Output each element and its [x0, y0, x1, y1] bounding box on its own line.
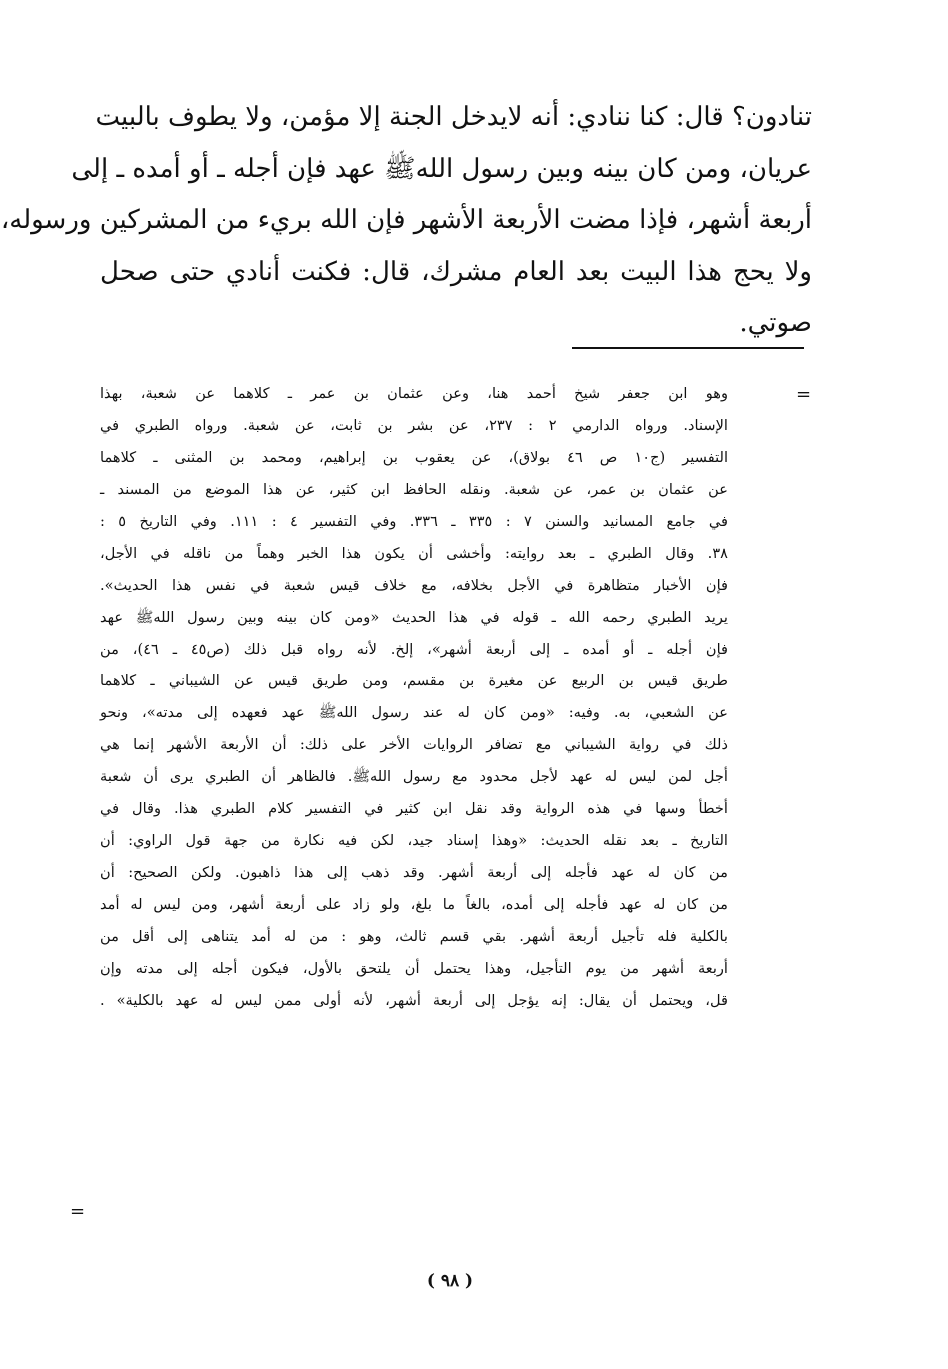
footnote-line: التاريخ ـ بعد نقله الحديث: «وهذا إسناد جيد، لكن فيه نكارة من جهة قول الراوي: أن [100, 832, 728, 850]
main-text-line: تنادون؟ قال: كنا ننادي: أنه لايدخل الجنة إلا مؤمن، ولا يطوف بالبيت [95, 102, 812, 132]
main-text-block [0, 92, 812, 350]
footnote-line: عن عثمان بن عمر، عن شعبة. ونقله الحافظ ابن كثير، عن هذا الموضع من المسند ـ [100, 480, 728, 498]
footnote-line: طريق قيس بن الربيع عن مغيرة بن مقسم، ومن طريق قيس عن الشيباني ـ كلاهما [100, 672, 728, 690]
footnote-line: عن الشعبي، به. وفيه: «ومن كان له عند رسول اللهﷺ عهد فعهده إلى مدته»، ونحو [100, 704, 728, 722]
footnote-line: من كان له عهد فأجله إلى أربعة أشهر. وقد ذهب إلى هذا ذاهبون. ولكن الصحيح: أن [100, 864, 728, 882]
main-text-line: عريان، ومن كان بينه وبين رسول اللهﷺ عهد فإن أجله ـ أو أمده ـ إلى [71, 153, 812, 184]
footnote-line: في جامع المسانيد والسنن ٧ : ٣٣٥ ـ ٣٣٦. وفي التفسير ٤ : ١١١. وفي التاريخ ٥ : [100, 512, 728, 530]
footnote-line: فإن أجله ـ أو أمده ـ إلى أربعة أشهر»، إلخ. لأنه رواه قبل ذلك (ص٤٥ ـ ٤٦)، من [100, 640, 728, 658]
footnote-line: التفسير (ج١٠ ص ٤٦ بولاق)، عن يعقوب بن إبراهيم، ومحمد بن المثنى ـ كلاهما [100, 448, 728, 466]
footnote-line: أربعة أشهر من يوم التأجيل، وهذا يحتمل أن يلتحق بالأول، فيكون أجله إلى مدته وإن [100, 959, 728, 977]
footnote-continuation-mark-top: = [796, 384, 812, 405]
footnote-line: ذلك في رواية الشيباني مع تضافر الروايات الأخر على ذلك: أن الأربعة الأشهر إنما هي [100, 736, 728, 754]
footnote-line: الإسناد. ورواه الدارمي ٢ : ٢٣٧، عن بشر بن ثابت، عن شعبة. ورواه الطبري في [100, 416, 728, 434]
footnote-line: قل، ويحتمل أن يقال: إنه يؤجل إلى أربعة أشهر، لأنه أولى ممن ليس له عهد بالكلية» . [100, 991, 728, 1009]
footnote-line: بالكلية فله تأجيل أربعة أشهر. بقي قسم ثالث، وهو : من له أمد يتناهى إلى أقل من [100, 927, 728, 945]
main-text-line: أربعة أشهر، فإذا مضت الأربعة الأشهر فإن الله بريء من المشركين ورسوله، [0, 205, 812, 235]
footnote-line: يريد الطبري رحمه الله ـ قوله في هذا الحديث «ومن كان بينه وبين رسول اللهﷺ عهد [100, 608, 728, 626]
footnote-line: ٣٨. وقال الطبري ـ بعد روايته: وأخشى أن يكون هذا الخبر وهماً من ناقله في الأجل، [100, 544, 728, 562]
footnote-separator [572, 347, 804, 349]
footnote-line: من كان له عهد فأجله إلى أمده، بالغاً ما بلغ، ولو زاد على أربعة أشهر، ومن ليس له أمد [100, 896, 728, 913]
footnote-line: أخطأ وسها في هذه الرواية وقد نقل ابن كثير في التفسير كلام الطبري هذا. وقال في [100, 800, 728, 818]
footnote-line: أجل لمن ليس له عهد لأجل محدود مع رسول اللهﷺ. فالظاهر أن الطبري يرى أن شعبة [100, 768, 728, 786]
footnote-block [100, 378, 728, 1017]
main-text-line: صوتي. [739, 308, 812, 338]
footnote-line: وهو ابن جعفر شيخ أحمد هنا، وعن عثمان بن عمر ـ كلاهما عن شعبة، بهذا [100, 385, 728, 402]
main-text-line: ولا يحج هذا البيت بعد العام مشرك، قال: فكنت أنادي حتى صحل [100, 256, 812, 287]
footnote-line: فإن الأخبار متظاهرة في الأجل بخلافه، مع خلاف قيس شعبة في نفس هذا الحديث». [100, 576, 728, 594]
page-number: ( ٩٨ ) [426, 1271, 474, 1291]
footnote-continuation-mark-bottom: = [70, 1201, 86, 1222]
